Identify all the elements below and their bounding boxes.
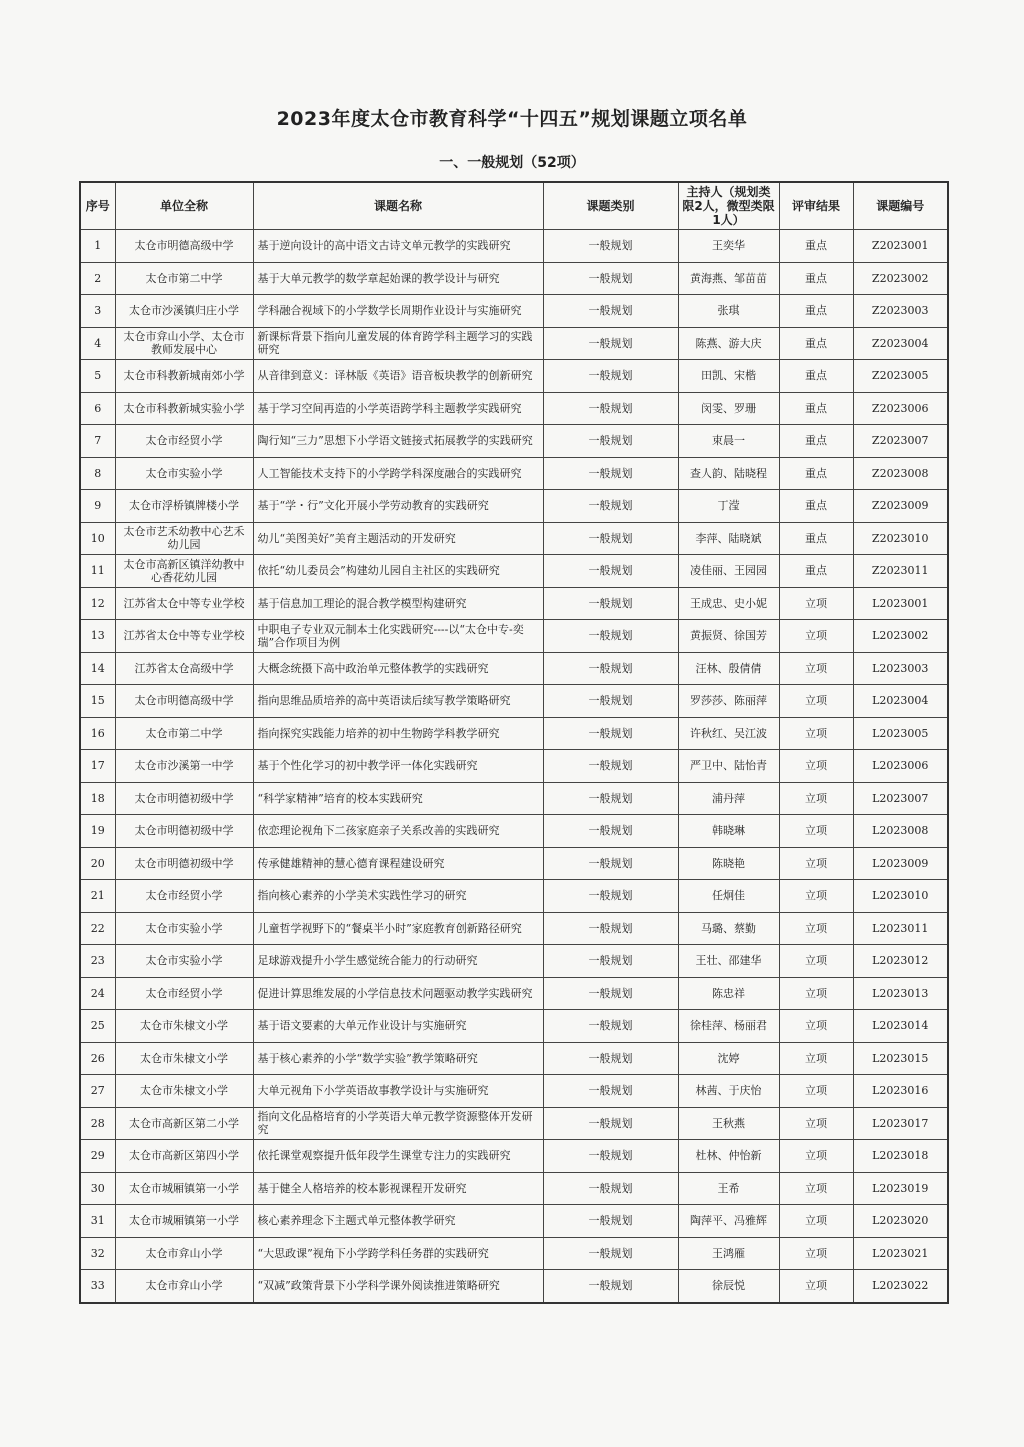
cell-code: L2023021 xyxy=(853,1237,948,1270)
header-result: 评审结果 xyxy=(779,182,853,230)
cell-unit: 太仓市实验小学 xyxy=(115,457,253,490)
cell-unit: 太仓市经贸小学 xyxy=(115,977,253,1010)
cell-host: 束晨一 xyxy=(678,425,779,458)
cell-result: 重点 xyxy=(779,295,853,328)
cell-result: 重点 xyxy=(779,327,853,360)
cell-result: 立项 xyxy=(779,620,853,653)
cell-host: 闵雯、罗珊 xyxy=(678,392,779,425)
cell-no: 11 xyxy=(80,555,115,588)
cell-topic: 人工智能技术支持下的小学跨学科深度融合的实践研究 xyxy=(253,457,543,490)
table-row xyxy=(80,945,948,978)
cell-topic: 指向文化品格培育的小学英语大单元教学资源整体开发研究 xyxy=(253,1107,543,1140)
cell-no: 21 xyxy=(80,880,115,913)
cell-no: 5 xyxy=(80,360,115,393)
cell-unit: 太仓市弇山小学、太仓市教师发展中心 xyxy=(115,327,253,360)
cell-host: 陈燕、游大庆 xyxy=(678,327,779,360)
table-row xyxy=(80,587,948,620)
cell-code: L2023019 xyxy=(853,1172,948,1205)
cell-result: 立项 xyxy=(779,717,853,750)
cell-no: 3 xyxy=(80,295,115,328)
cell-topic: 依恋理论视角下二孩家庭亲子关系改善的实践研究 xyxy=(253,815,543,848)
cell-unit: 太仓市经贸小学 xyxy=(115,880,253,913)
cell-category: 一般规划 xyxy=(543,1237,678,1270)
cell-host: 李萍、陆晓斌 xyxy=(678,522,779,555)
cell-no: 17 xyxy=(80,750,115,783)
cell-category: 一般规划 xyxy=(543,620,678,653)
cell-category: 一般规划 xyxy=(543,327,678,360)
cell-topic: 基于“学・行”文化开展小学劳动教育的实践研究 xyxy=(253,490,543,523)
table-row xyxy=(80,717,948,750)
cell-host: 王壮、邵建华 xyxy=(678,945,779,978)
cell-category: 一般规划 xyxy=(543,847,678,880)
cell-result: 立项 xyxy=(779,1172,853,1205)
cell-topic: 传承健雄精神的慧心德育课程建设研究 xyxy=(253,847,543,880)
table-row xyxy=(80,522,948,555)
cell-result: 立项 xyxy=(779,685,853,718)
cell-result: 重点 xyxy=(779,360,853,393)
cell-host: 严卫中、陆怡青 xyxy=(678,750,779,783)
cell-category: 一般规划 xyxy=(543,1205,678,1238)
cell-code: L2023012 xyxy=(853,945,948,978)
cell-result: 重点 xyxy=(779,425,853,458)
cell-result: 立项 xyxy=(779,1270,853,1303)
cell-unit: 太仓市城厢镇第一小学 xyxy=(115,1172,253,1205)
cell-topic: 中职电子专业双元制本土化实践研究----以“太仓中专-奕瑞”合作项目为例 xyxy=(253,620,543,653)
table-row xyxy=(80,230,948,263)
cell-code: L2023013 xyxy=(853,977,948,1010)
cell-unit: 江苏省太仓中等专业学校 xyxy=(115,587,253,620)
table-row xyxy=(80,880,948,913)
cell-code: L2023018 xyxy=(853,1140,948,1173)
table-row xyxy=(80,782,948,815)
cell-result: 立项 xyxy=(779,1237,853,1270)
cell-host: 汪林、殷倩倩 xyxy=(678,652,779,685)
cell-unit: 太仓市高新区镇洋幼教中心香花幼儿园 xyxy=(115,555,253,588)
cell-code: L2023007 xyxy=(853,782,948,815)
cell-code: L2023002 xyxy=(853,620,948,653)
cell-unit: 太仓市明德初级中学 xyxy=(115,847,253,880)
cell-no: 27 xyxy=(80,1075,115,1108)
cell-unit: 太仓市浮桥镇牌楼小学 xyxy=(115,490,253,523)
cell-host: 杜林、仲怡新 xyxy=(678,1140,779,1173)
cell-no: 15 xyxy=(80,685,115,718)
cell-unit: 太仓市朱棣文小学 xyxy=(115,1075,253,1108)
cell-topic: 新课标背景下指向儿童发展的体育跨学科主题学习的实践研究 xyxy=(253,327,543,360)
cell-result: 立项 xyxy=(779,1075,853,1108)
table-row xyxy=(80,327,948,360)
cell-result: 立项 xyxy=(779,815,853,848)
cell-code: Z2023008 xyxy=(853,457,948,490)
cell-code: L2023014 xyxy=(853,1010,948,1043)
cell-result: 立项 xyxy=(779,880,853,913)
cell-no: 6 xyxy=(80,392,115,425)
cell-category: 一般规划 xyxy=(543,1172,678,1205)
cell-unit: 江苏省太仓高级中学 xyxy=(115,652,253,685)
table-row xyxy=(80,1205,948,1238)
cell-host: 马璐、蔡勤 xyxy=(678,912,779,945)
table-header-row xyxy=(80,182,948,230)
cell-unit: 太仓市明德初级中学 xyxy=(115,782,253,815)
cell-unit: 太仓市明德高级中学 xyxy=(115,230,253,263)
table-row xyxy=(80,555,948,588)
cell-topic: 基于逆向设计的高中语文古诗文单元教学的实践研究 xyxy=(253,230,543,263)
cell-no: 24 xyxy=(80,977,115,1010)
table-row xyxy=(80,750,948,783)
cell-category: 一般规划 xyxy=(543,750,678,783)
table-row xyxy=(80,1237,948,1270)
cell-result: 立项 xyxy=(779,847,853,880)
cell-code: L2023016 xyxy=(853,1075,948,1108)
cell-code: L2023008 xyxy=(853,815,948,848)
cell-result: 立项 xyxy=(779,587,853,620)
cell-category: 一般规划 xyxy=(543,945,678,978)
table-row xyxy=(80,912,948,945)
cell-host: 凌佳丽、王园园 xyxy=(678,555,779,588)
cell-host: 黄海燕、邹苗苗 xyxy=(678,262,779,295)
cell-category: 一般规划 xyxy=(543,230,678,263)
cell-host: 陶萍平、冯雅辉 xyxy=(678,1205,779,1238)
cell-unit: 太仓市朱棣文小学 xyxy=(115,1010,253,1043)
cell-result: 立项 xyxy=(779,977,853,1010)
cell-topic: 大概念统摄下高中政治单元整体教学的实践研究 xyxy=(253,652,543,685)
cell-category: 一般规划 xyxy=(543,685,678,718)
cell-result: 重点 xyxy=(779,457,853,490)
cell-unit: 太仓市弇山小学 xyxy=(115,1237,253,1270)
cell-host: 徐辰悦 xyxy=(678,1270,779,1303)
table-row xyxy=(80,652,948,685)
cell-host: 任炯佳 xyxy=(678,880,779,913)
header-code: 课题编号 xyxy=(853,182,948,230)
cell-code: Z2023003 xyxy=(853,295,948,328)
cell-unit: 太仓市实验小学 xyxy=(115,945,253,978)
cell-unit: 太仓市城厢镇第一小学 xyxy=(115,1205,253,1238)
cell-unit: 太仓市朱棣文小学 xyxy=(115,1042,253,1075)
cell-host: 罗莎莎、陈丽萍 xyxy=(678,685,779,718)
cell-result: 立项 xyxy=(779,652,853,685)
cell-code: L2023009 xyxy=(853,847,948,880)
cell-topic: 学科融合视域下的小学数学长周期作业设计与实施研究 xyxy=(253,295,543,328)
cell-topic: 基于学习空间再造的小学英语跨学科主题教学实践研究 xyxy=(253,392,543,425)
cell-no: 25 xyxy=(80,1010,115,1043)
cell-code: Z2023006 xyxy=(853,392,948,425)
cell-category: 一般规划 xyxy=(543,555,678,588)
cell-host: 丁滢 xyxy=(678,490,779,523)
cell-result: 立项 xyxy=(779,1042,853,1075)
cell-category: 一般规划 xyxy=(543,457,678,490)
cell-code: L2023015 xyxy=(853,1042,948,1075)
header-topic: 课题名称 xyxy=(253,182,543,230)
table-row xyxy=(80,1010,948,1043)
cell-unit: 太仓市科教新城南郊小学 xyxy=(115,360,253,393)
table-row xyxy=(80,490,948,523)
cell-result: 重点 xyxy=(779,490,853,523)
cell-category: 一般规划 xyxy=(543,717,678,750)
cell-no: 14 xyxy=(80,652,115,685)
cell-unit: 太仓市沙溪镇归庄小学 xyxy=(115,295,253,328)
cell-unit: 太仓市沙溪第一中学 xyxy=(115,750,253,783)
cell-result: 重点 xyxy=(779,392,853,425)
cell-topic: 基于信息加工理论的混合教学模型构建研究 xyxy=(253,587,543,620)
cell-code: L2023003 xyxy=(853,652,948,685)
cell-unit: 太仓市科教新城实验小学 xyxy=(115,392,253,425)
cell-unit: 太仓市第二中学 xyxy=(115,717,253,750)
cell-category: 一般规划 xyxy=(543,522,678,555)
table-row xyxy=(80,360,948,393)
cell-code: L2023005 xyxy=(853,717,948,750)
cell-topic: 幼儿“美图美好”美育主题活动的开发研究 xyxy=(253,522,543,555)
table-row xyxy=(80,1075,948,1108)
cell-host: 查人韵、陆晓程 xyxy=(678,457,779,490)
table-row xyxy=(80,620,948,653)
table-row xyxy=(80,392,948,425)
cell-no: 32 xyxy=(80,1237,115,1270)
cell-topic: 基于大单元教学的数学章起始课的教学设计与研究 xyxy=(253,262,543,295)
cell-no: 29 xyxy=(80,1140,115,1173)
cell-category: 一般规划 xyxy=(543,1107,678,1140)
cell-category: 一般规划 xyxy=(543,1010,678,1043)
cell-topic: 依托课堂观察提升低年段学生课堂专注力的实践研究 xyxy=(253,1140,543,1173)
project-table xyxy=(79,181,949,1304)
cell-unit: 太仓市第二中学 xyxy=(115,262,253,295)
cell-topic: “大思政课”视角下小学跨学科任务群的实践研究 xyxy=(253,1237,543,1270)
table-row xyxy=(80,457,948,490)
cell-category: 一般规划 xyxy=(543,880,678,913)
cell-topic: 基于个性化学习的初中教学评一体化实践研究 xyxy=(253,750,543,783)
cell-host: 黄振贤、徐国芳 xyxy=(678,620,779,653)
cell-unit: 太仓市明德高级中学 xyxy=(115,685,253,718)
cell-host: 徐桂萍、杨丽君 xyxy=(678,1010,779,1043)
cell-no: 10 xyxy=(80,522,115,555)
cell-host: 许秋红、吴江波 xyxy=(678,717,779,750)
cell-no: 9 xyxy=(80,490,115,523)
cell-code: Z2023002 xyxy=(853,262,948,295)
cell-host: 田凯、宋楷 xyxy=(678,360,779,393)
cell-host: 陈晓艳 xyxy=(678,847,779,880)
cell-code: Z2023010 xyxy=(853,522,948,555)
cell-no: 33 xyxy=(80,1270,115,1303)
cell-result: 立项 xyxy=(779,1010,853,1043)
cell-category: 一般规划 xyxy=(543,1042,678,1075)
table-row xyxy=(80,262,948,295)
cell-category: 一般规划 xyxy=(543,815,678,848)
cell-no: 12 xyxy=(80,587,115,620)
cell-topic: 促进计算思维发展的小学信息技术问题驱动教学实践研究 xyxy=(253,977,543,1010)
section-title: 一、一般规划（52项） xyxy=(439,155,585,171)
cell-category: 一般规划 xyxy=(543,652,678,685)
cell-host: 韩晓琳 xyxy=(678,815,779,848)
cell-result: 立项 xyxy=(779,1140,853,1173)
cell-code: L2023001 xyxy=(853,587,948,620)
cell-topic: 核心素养理念下主题式单元整体教学研究 xyxy=(253,1205,543,1238)
cell-host: 王秋燕 xyxy=(678,1107,779,1140)
cell-category: 一般规划 xyxy=(543,490,678,523)
cell-no: 31 xyxy=(80,1205,115,1238)
cell-code: L2023011 xyxy=(853,912,948,945)
cell-no: 30 xyxy=(80,1172,115,1205)
table-row xyxy=(80,1270,948,1303)
cell-result: 重点 xyxy=(779,555,853,588)
cell-host: 林茜、于庆怡 xyxy=(678,1075,779,1108)
cell-host: 王希 xyxy=(678,1172,779,1205)
cell-code: L2023006 xyxy=(853,750,948,783)
table-row xyxy=(80,977,948,1010)
table-row xyxy=(80,847,948,880)
cell-unit: 太仓市艺禾幼教中心艺禾幼儿园 xyxy=(115,522,253,555)
cell-host: 沈婷 xyxy=(678,1042,779,1075)
cell-category: 一般规划 xyxy=(543,977,678,1010)
cell-code: L2023004 xyxy=(853,685,948,718)
cell-code: Z2023001 xyxy=(853,230,948,263)
cell-topic: 从音律到意义：译林版《英语》语音板块教学的创新研究 xyxy=(253,360,543,393)
cell-code: Z2023011 xyxy=(853,555,948,588)
cell-topic: 足球游戏提升小学生感觉统合能力的行动研究 xyxy=(253,945,543,978)
cell-code: Z2023005 xyxy=(853,360,948,393)
cell-category: 一般规划 xyxy=(543,587,678,620)
cell-category: 一般规划 xyxy=(543,1075,678,1108)
table-row xyxy=(80,685,948,718)
cell-category: 一般规划 xyxy=(543,262,678,295)
cell-code: L2023020 xyxy=(853,1205,948,1238)
table-row xyxy=(80,1140,948,1173)
cell-no: 23 xyxy=(80,945,115,978)
header-unit: 单位全称 xyxy=(115,182,253,230)
cell-result: 立项 xyxy=(779,782,853,815)
cell-host: 王鸿雁 xyxy=(678,1237,779,1270)
cell-code: L2023010 xyxy=(853,880,948,913)
table-row xyxy=(80,1042,948,1075)
cell-topic: 陶行知“三力”思想下小学语文链接式拓展教学的实践研究 xyxy=(253,425,543,458)
cell-category: 一般规划 xyxy=(543,360,678,393)
cell-no: 4 xyxy=(80,327,115,360)
cell-no: 16 xyxy=(80,717,115,750)
cell-topic: “双减”政策背景下小学科学课外阅读推进策略研究 xyxy=(253,1270,543,1303)
cell-host: 张琪 xyxy=(678,295,779,328)
cell-unit: 太仓市明德初级中学 xyxy=(115,815,253,848)
cell-code: Z2023009 xyxy=(853,490,948,523)
cell-no: 28 xyxy=(80,1107,115,1140)
cell-no: 13 xyxy=(80,620,115,653)
header-category: 课题类别 xyxy=(543,182,678,230)
cell-unit: 太仓市高新区第二小学 xyxy=(115,1107,253,1140)
cell-no: 22 xyxy=(80,912,115,945)
cell-result: 重点 xyxy=(779,262,853,295)
header-no: 序号 xyxy=(80,182,115,230)
cell-unit: 江苏省太仓中等专业学校 xyxy=(115,620,253,653)
cell-result: 重点 xyxy=(779,522,853,555)
table-row xyxy=(80,425,948,458)
header-host: 主持人（规划类限2人，微型类限1人） xyxy=(678,182,779,230)
cell-code: L2023017 xyxy=(853,1107,948,1140)
cell-category: 一般规划 xyxy=(543,782,678,815)
table-row xyxy=(80,815,948,848)
cell-topic: 基于语文要素的大单元作业设计与实施研究 xyxy=(253,1010,543,1043)
table-row xyxy=(80,1107,948,1140)
cell-unit: 太仓市弇山小学 xyxy=(115,1270,253,1303)
cell-host: 王奕华 xyxy=(678,230,779,263)
cell-code: L2023022 xyxy=(853,1270,948,1303)
cell-topic: “科学家精神”培育的校本实践研究 xyxy=(253,782,543,815)
cell-host: 陈忠祥 xyxy=(678,977,779,1010)
table-row xyxy=(80,295,948,328)
cell-code: Z2023007 xyxy=(853,425,948,458)
cell-category: 一般规划 xyxy=(543,295,678,328)
cell-category: 一般规划 xyxy=(543,1140,678,1173)
cell-code: Z2023004 xyxy=(853,327,948,360)
cell-no: 18 xyxy=(80,782,115,815)
cell-host: 王成忠、史小妮 xyxy=(678,587,779,620)
cell-host: 浦丹萍 xyxy=(678,782,779,815)
cell-unit: 太仓市高新区第四小学 xyxy=(115,1140,253,1173)
cell-topic: 指向思维品质培养的高中英语读后续写教学策略研究 xyxy=(253,685,543,718)
cell-topic: 指向核心素养的小学美术实践性学习的研究 xyxy=(253,880,543,913)
cell-result: 立项 xyxy=(779,912,853,945)
cell-no: 1 xyxy=(80,230,115,263)
cell-topic: 儿童哲学视野下的“餐桌半小时”家庭教育创新路径研究 xyxy=(253,912,543,945)
cell-result: 立项 xyxy=(779,750,853,783)
cell-topic: 依托“幼儿委员会”构建幼儿园自主社区的实践研究 xyxy=(253,555,543,588)
cell-category: 一般规划 xyxy=(543,912,678,945)
cell-unit: 太仓市经贸小学 xyxy=(115,425,253,458)
cell-unit: 太仓市实验小学 xyxy=(115,912,253,945)
cell-no: 26 xyxy=(80,1042,115,1075)
cell-category: 一般规划 xyxy=(543,1270,678,1303)
cell-category: 一般规划 xyxy=(543,392,678,425)
cell-result: 重点 xyxy=(779,230,853,263)
cell-no: 7 xyxy=(80,425,115,458)
cell-topic: 基于健全人格培养的校本影视课程开发研究 xyxy=(253,1172,543,1205)
cell-topic: 基于核心素养的小学“数学实验”教学策略研究 xyxy=(253,1042,543,1075)
table-row xyxy=(80,1172,948,1205)
cell-topic: 大单元视角下小学英语故事教学设计与实施研究 xyxy=(253,1075,543,1108)
cell-no: 2 xyxy=(80,262,115,295)
document-title: 2023年度太仓市教育科学“十四五”规划课题立项名单 xyxy=(276,108,748,130)
cell-no: 20 xyxy=(80,847,115,880)
cell-no: 8 xyxy=(80,457,115,490)
cell-no: 19 xyxy=(80,815,115,848)
cell-category: 一般规划 xyxy=(543,425,678,458)
cell-result: 立项 xyxy=(779,1107,853,1140)
cell-topic: 指向探究实践能力培养的初中生物跨学科教学研究 xyxy=(253,717,543,750)
cell-result: 立项 xyxy=(779,1205,853,1238)
cell-result: 立项 xyxy=(779,945,853,978)
